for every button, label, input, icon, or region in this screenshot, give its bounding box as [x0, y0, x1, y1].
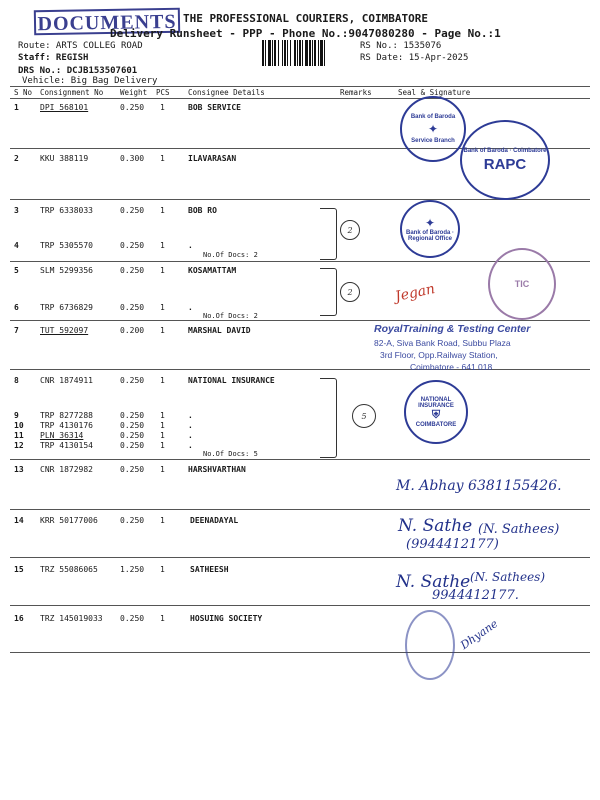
drs-number: DRS No.: DCJB153507601: [18, 66, 138, 76]
insurance-logo-icon: ⛨: [431, 408, 441, 421]
consignment-number: TUT 592097: [40, 326, 89, 335]
circled-count: 2: [340, 220, 360, 240]
consignment-number: KRR 50177006: [40, 516, 98, 525]
barcode: [262, 40, 354, 66]
consignee-name: .: [188, 411, 193, 420]
barcode-bar: [325, 40, 327, 66]
row-sno: 4: [14, 241, 19, 250]
consignment-number: CNR 1872982: [40, 465, 93, 474]
row-sno: 7: [14, 326, 19, 335]
consignee-name: KOSAMATTAM: [188, 266, 237, 275]
col-consignment: Consignment No: [40, 88, 104, 97]
stamp-text: Bank of Baroda · Coimbatore: [463, 147, 547, 154]
handwritten-phone: (9944412177): [406, 537, 499, 552]
pcs-value: 1: [160, 303, 165, 312]
row-sno: 12: [14, 441, 24, 450]
handwritten-receiver: (N. Sathees): [478, 522, 560, 537]
consignee-name: NATIONAL INSURANCE: [188, 376, 275, 385]
weight-value: 0.250: [120, 411, 145, 420]
consignee-name: DEENADAYAL: [190, 516, 239, 525]
row-divider: [10, 652, 590, 653]
handwritten-receiver: (N. Sathees): [470, 570, 546, 584]
weight-value: 0.250: [120, 421, 145, 430]
col-consignee: Consignee Details: [188, 88, 265, 97]
vehicle-label: Vehicle: Big Bag Delivery: [22, 76, 158, 86]
consignee-name: BOB RO: [188, 206, 217, 215]
consignment-number: KKU 388119: [40, 154, 89, 163]
consignee-name: .: [188, 431, 193, 440]
row-sno: 5: [14, 266, 19, 275]
consignment-number: TRP 8277288: [40, 411, 93, 420]
stamp-line: RoyalTraining & Testing Center: [374, 323, 531, 335]
weight-value: 0.250: [120, 241, 145, 250]
weight-value: 0.250: [120, 103, 145, 112]
pcs-value: 1: [160, 465, 165, 474]
handwritten-name: Jegan: [393, 280, 437, 306]
consignment-number: TRP 6338033: [40, 206, 93, 215]
stamp-line: 3rd Floor, Opp.Railway Station,: [380, 350, 498, 360]
row-sno: 14: [14, 516, 24, 525]
consignee-name: SATHEESH: [190, 565, 229, 574]
company-title: THE PROFESSIONAL COURIERS, COIMBATORE: [183, 12, 429, 25]
tic-stamp: [488, 248, 556, 320]
weight-value: 0.250: [120, 431, 145, 440]
row-divider: [10, 557, 590, 558]
staff-label: Staff: REGISH: [18, 53, 89, 63]
consignment-number: TRP 5305570: [40, 241, 93, 250]
table-top-rule: [10, 86, 590, 87]
col-remarks: Remarks: [340, 88, 372, 97]
consignee-name: HOSUING SOCIETY: [190, 614, 263, 623]
weight-value: 0.250: [120, 441, 145, 450]
row-divider: [10, 459, 590, 460]
weight-value: 0.200: [120, 326, 145, 335]
stamp-text: Bank of Baroda: [410, 114, 456, 120]
stamp-text: COIMBATORE: [415, 421, 457, 428]
consignment-number: DPI 568101: [40, 103, 89, 112]
consignment-number: TRP 4130154: [40, 441, 93, 450]
group-bracket: [320, 268, 337, 316]
consignment-number: TRZ 145019033: [40, 614, 103, 623]
weight-value: 0.250: [120, 465, 145, 474]
national-insurance-stamp: [404, 380, 468, 444]
stamp-line: Coimbatore - 641 018: [410, 362, 493, 372]
row-sno: 15: [14, 565, 24, 574]
pcs-value: 1: [160, 241, 165, 250]
row-sno: 3: [14, 206, 19, 215]
weight-value: 0.250: [120, 303, 145, 312]
pcs-value: 1: [160, 614, 165, 623]
pcs-value: 1: [160, 154, 165, 163]
col-sno: S No: [14, 88, 33, 97]
handwritten-receiver: M. Abhay 6381155426.: [396, 478, 562, 494]
pcs-value: 1: [160, 206, 165, 215]
consignee-name: ILAVARASAN: [188, 154, 237, 163]
circled-count: 5: [352, 404, 376, 428]
stamp-text: RAPC: [483, 155, 527, 173]
docs-count: No.Of Docs: 2: [203, 251, 258, 259]
row-sno: 13: [14, 465, 24, 474]
row-sno: 2: [14, 154, 19, 163]
handwritten-phone: 9944412177.: [432, 588, 519, 603]
consignment-number: TRP 4130176: [40, 421, 93, 430]
consignee-name: .: [188, 303, 193, 312]
bank-ro-stamp: [400, 200, 460, 258]
rapc-stamp: [460, 120, 550, 200]
stamp-text: TIC: [514, 279, 530, 289]
group-bracket: [320, 378, 337, 458]
row-divider: [10, 369, 590, 370]
row-sno: 16: [14, 614, 24, 623]
weight-value: 0.250: [120, 516, 145, 525]
consignment-number: CNR 1874911: [40, 376, 93, 385]
row-sno: 9: [14, 411, 19, 420]
group-bracket: [320, 208, 337, 260]
faded-stamp: [405, 610, 455, 680]
pcs-value: 1: [160, 565, 165, 574]
row-sno: 1: [14, 103, 19, 112]
consignee-name: BOB SERVICE: [188, 103, 241, 112]
docs-count: No.Of Docs: 5: [203, 450, 258, 458]
table-header-rule: [10, 98, 590, 99]
pcs-value: 1: [160, 421, 165, 430]
weight-value: 0.300: [120, 154, 145, 163]
consignee-name: HARSHVARTHAN: [188, 465, 246, 474]
col-weight: Weight: [120, 88, 148, 97]
weight-value: 0.250: [120, 376, 145, 385]
row-sno: 11: [14, 431, 24, 440]
pcs-value: 1: [160, 103, 165, 112]
bank-logo-icon: ✦: [424, 216, 436, 230]
col-pcs: PCS: [156, 88, 170, 97]
weight-value: 1.250: [120, 565, 145, 574]
bank-of-baroda-stamp: [400, 96, 466, 162]
pcs-value: 1: [160, 266, 165, 275]
rs-number: RS No.: 1535076: [360, 41, 442, 51]
pcs-value: 1: [160, 516, 165, 525]
row-sno: 10: [14, 421, 24, 430]
circled-count: 2: [340, 282, 360, 302]
documents-stamp: DOCUMENTS: [34, 8, 180, 36]
runsheet-subtitle: Delivery Runsheet - PPP - Phone No.:9047080280 - Page No.:1: [110, 27, 501, 40]
stamp-text: Bank of Baroda · Regional Office: [405, 230, 454, 242]
row-divider: [10, 605, 590, 606]
stamp-text: NATIONAL INSURANCE: [418, 396, 454, 409]
pcs-value: 1: [160, 376, 165, 385]
stamp-line: 82-A, Siva Bank Road, Subbu Plaza: [374, 338, 511, 348]
handwritten-receiver: N. Sathe: [396, 572, 471, 592]
route-label: Route: ARTS COLLEG ROAD: [18, 41, 143, 51]
consignment-number: SLM 5299356: [40, 266, 93, 275]
docs-count: No.Of Docs: 2: [203, 312, 258, 320]
consignment-number: TRZ 55086065: [40, 565, 98, 574]
weight-value: 0.250: [120, 614, 145, 623]
col-seal: Seal & Signature: [398, 88, 471, 97]
pcs-value: 1: [160, 441, 165, 450]
weight-value: 0.250: [120, 206, 145, 215]
signature: Dhyane: [458, 617, 501, 652]
stamp-text: Service Branch: [411, 138, 455, 144]
consignee-name: .: [188, 421, 193, 430]
row-sno: 6: [14, 303, 19, 312]
bank-logo-icon: ✦: [427, 122, 439, 136]
pcs-value: 1: [160, 411, 165, 420]
consignee-name: MARSHAL DAVID: [188, 326, 251, 335]
weight-value: 0.250: [120, 266, 145, 275]
row-divider: [10, 320, 590, 321]
rs-date: RS Date: 15-Apr-2025: [360, 53, 469, 63]
pcs-value: 1: [160, 326, 165, 335]
handwritten-receiver: N. Sathe: [398, 516, 473, 536]
consignment-number: PLN 36314: [40, 431, 84, 440]
consignee-name: .: [188, 241, 193, 250]
row-divider: [10, 509, 590, 510]
pcs-value: 1: [160, 431, 165, 440]
consignee-name: .: [188, 441, 193, 450]
row-sno: 8: [14, 376, 19, 385]
consignment-number: TRP 6736829: [40, 303, 93, 312]
